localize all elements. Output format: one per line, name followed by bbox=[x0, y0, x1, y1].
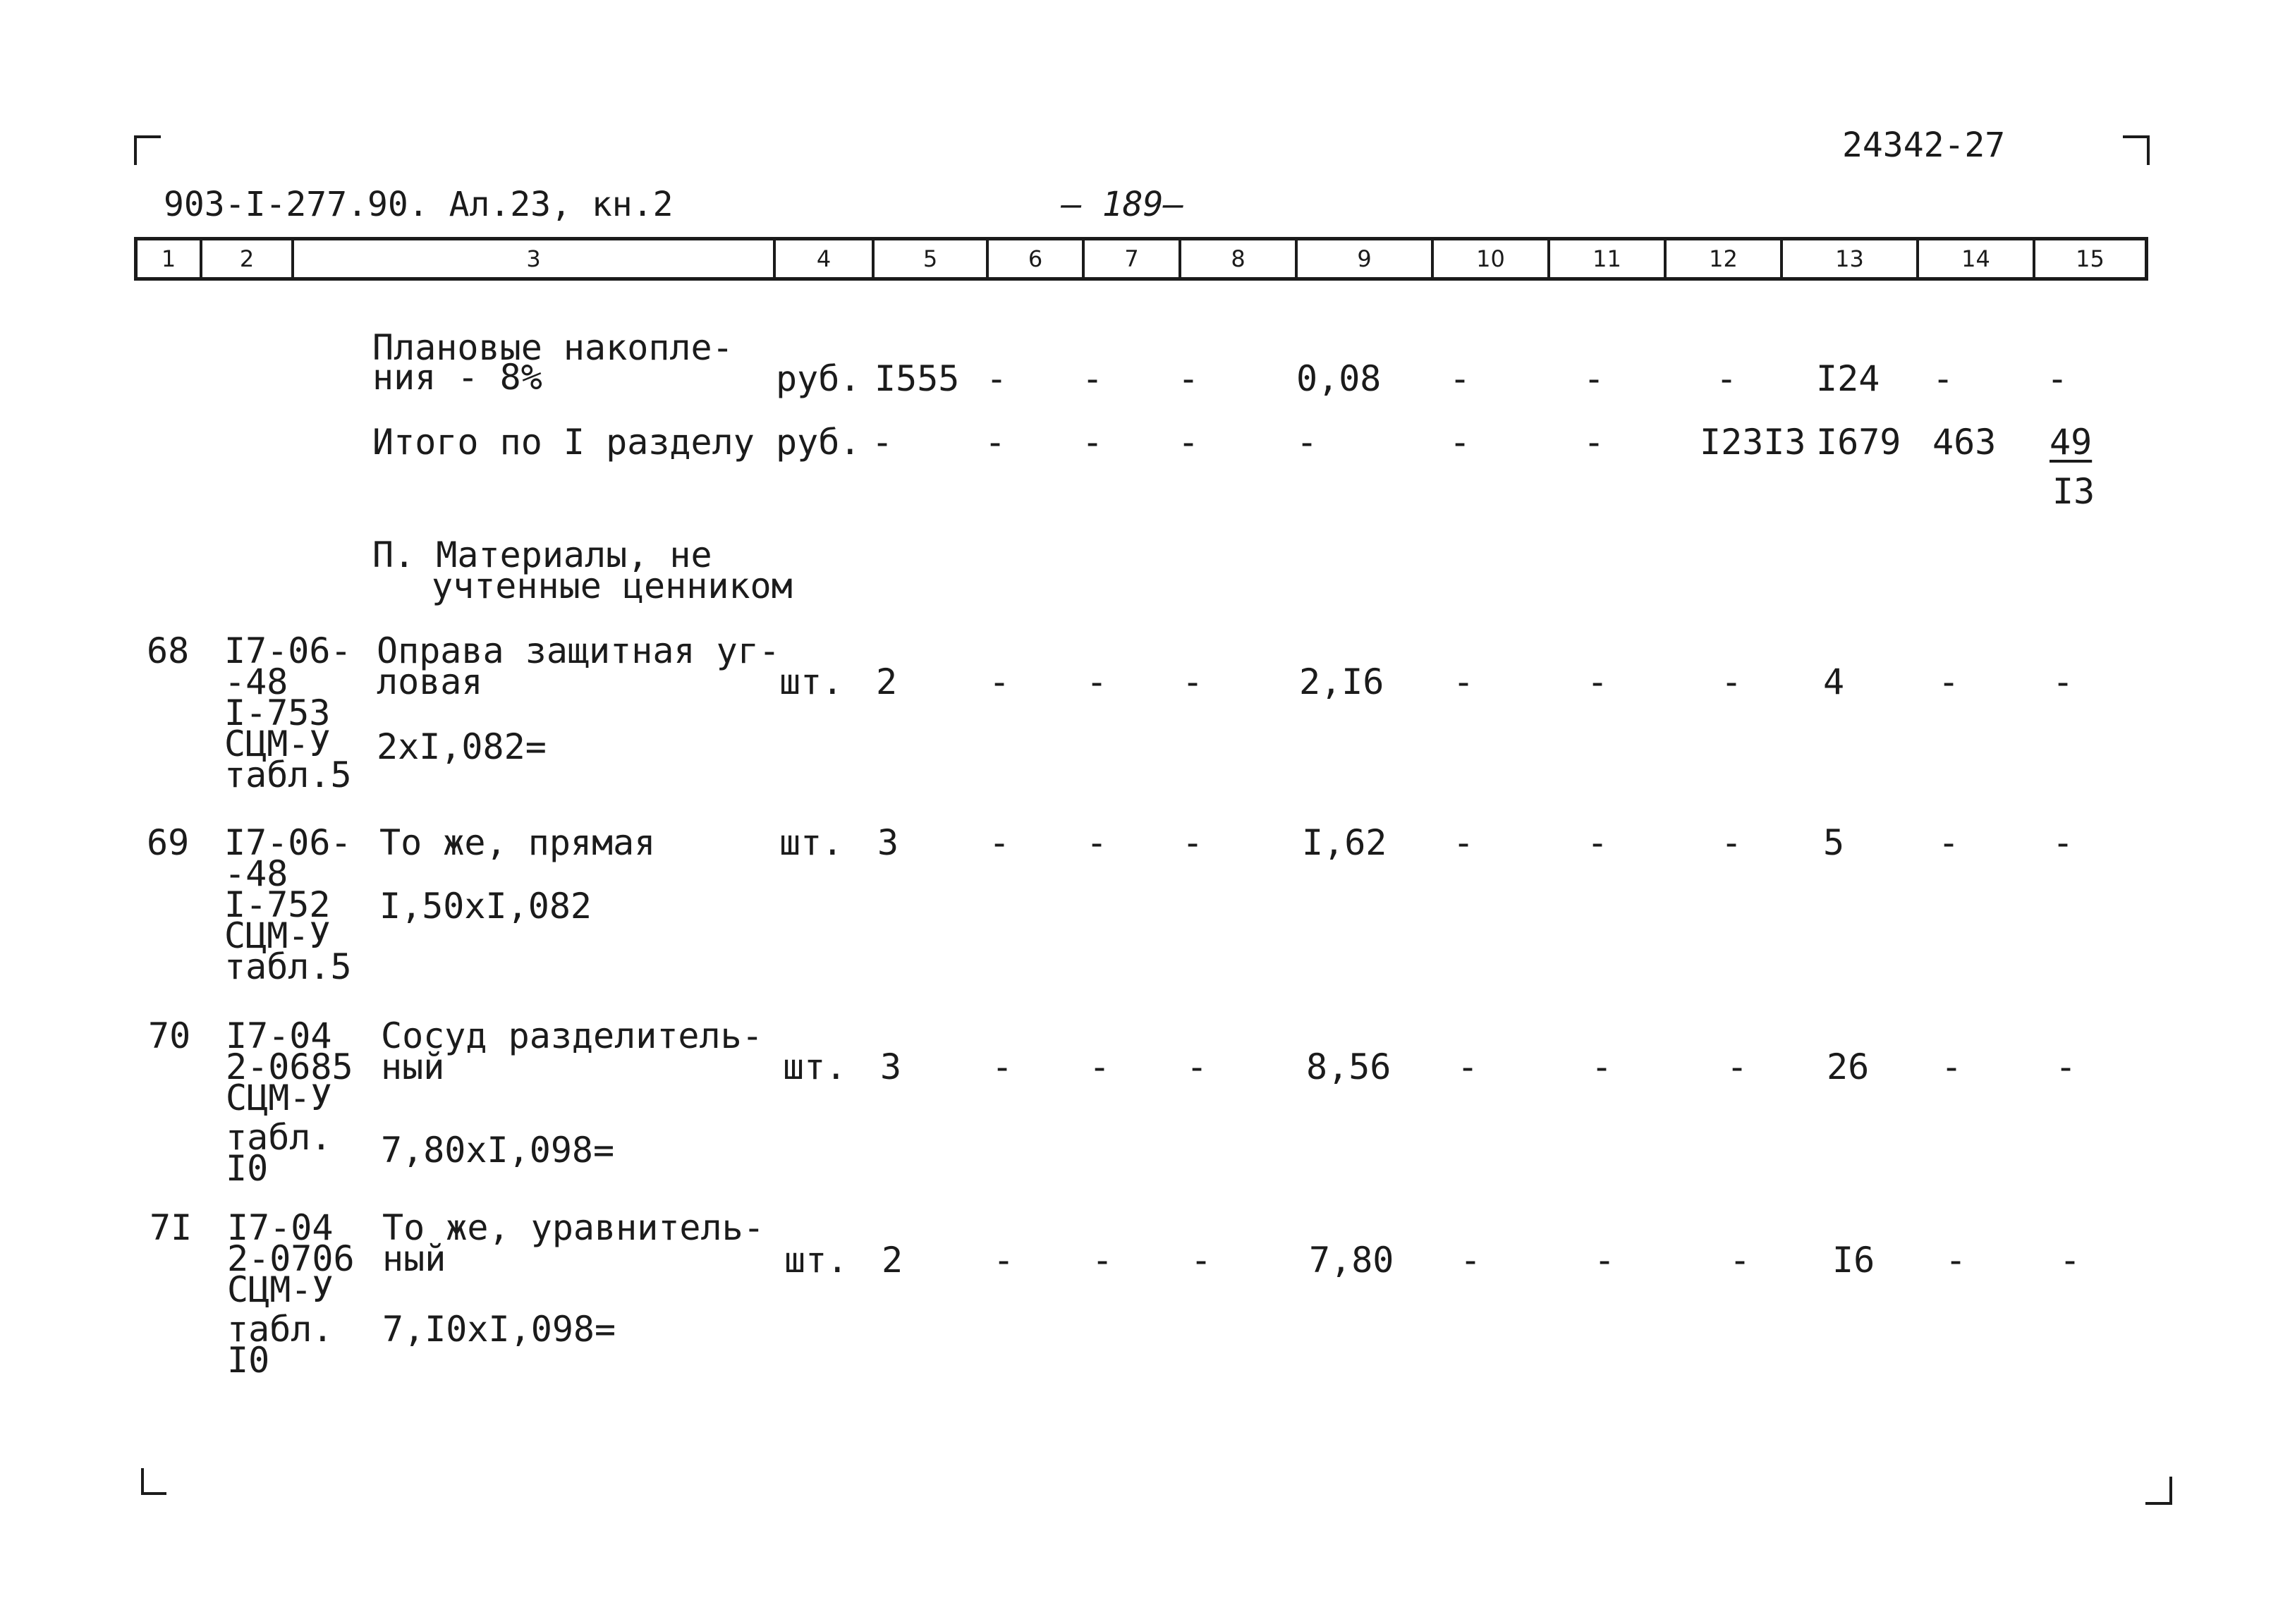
cell-col10: - bbox=[1460, 1240, 1482, 1281]
corner-mark-bottom-right bbox=[2145, 1477, 2172, 1505]
cell-col7: - bbox=[1086, 661, 1108, 702]
cell-col10: - bbox=[1449, 422, 1471, 463]
cell-col5: - bbox=[872, 422, 894, 463]
code-line: СЦМ-У bbox=[224, 724, 331, 764]
code-line: I7-04 bbox=[227, 1207, 334, 1248]
column-number: 9 bbox=[1298, 240, 1434, 277]
column-number-strip bbox=[134, 237, 2148, 281]
column-number: 3 bbox=[294, 240, 776, 277]
cell-col13: I6 bbox=[1832, 1240, 1875, 1281]
code-line: СЦМ-У bbox=[226, 1077, 332, 1118]
cell-col8: - bbox=[1190, 1240, 1212, 1281]
code-line: I7-06- bbox=[224, 630, 352, 671]
cell-col10: - bbox=[1453, 822, 1475, 863]
column-number: 15 bbox=[2076, 245, 2105, 272]
column-number: 7 bbox=[1085, 240, 1181, 277]
unit: руб. bbox=[776, 422, 861, 463]
cell-col10: - bbox=[1453, 661, 1475, 702]
cell-col7: - bbox=[1089, 1046, 1111, 1087]
column-number: 6 bbox=[989, 240, 1085, 277]
corner-mark-bottom-left bbox=[141, 1468, 166, 1495]
cell-col7: - bbox=[1082, 358, 1104, 399]
cell-col8: - bbox=[1186, 1046, 1208, 1087]
cell-col7: - bbox=[1092, 1240, 1114, 1281]
cell-col11: - bbox=[1587, 822, 1609, 863]
unit: шт. bbox=[784, 1240, 848, 1281]
item-name: То же, прямая bbox=[379, 822, 656, 863]
section-heading-line: П. Материалы, не bbox=[372, 535, 712, 575]
cell-col15: - bbox=[2052, 822, 2074, 863]
cell-col9: 0,08 bbox=[1296, 358, 1382, 399]
cell-col11: - bbox=[1587, 661, 1609, 702]
cell-col6: - bbox=[989, 822, 1011, 863]
document-code: 903-I-277.90. Ал.23, кн.2 bbox=[164, 185, 674, 224]
cell-col10: - bbox=[1457, 1046, 1479, 1087]
cell-col5: I555 bbox=[875, 358, 960, 399]
cell-col12: - bbox=[1726, 1046, 1748, 1087]
column-number: 10 bbox=[1434, 240, 1550, 277]
column-number: 8 bbox=[1181, 240, 1298, 277]
quantity-formula: 2хI,082= bbox=[377, 726, 547, 767]
column-number: 5 bbox=[875, 240, 989, 277]
code-line: I7-04 bbox=[226, 1015, 332, 1056]
cell-col7: - bbox=[1086, 822, 1108, 863]
cell-col11: - bbox=[1591, 1046, 1613, 1087]
code-line: СЦМ-У bbox=[224, 915, 331, 956]
item-name: Оправа защитная уг- bbox=[377, 630, 780, 671]
corner-mark-top-left bbox=[134, 135, 161, 165]
cell-col15: - bbox=[2059, 1240, 2081, 1281]
cell-col11: - bbox=[1594, 1240, 1616, 1281]
cell-col6: - bbox=[986, 358, 1008, 399]
cell-col12: - bbox=[1716, 358, 1738, 399]
row-number: 69 bbox=[147, 822, 190, 863]
cell-col12: - bbox=[1721, 822, 1743, 863]
code-line: СЦМ-У bbox=[227, 1269, 334, 1310]
cell-col6: - bbox=[985, 422, 1006, 463]
code-line: -48 bbox=[224, 853, 288, 894]
cell-col14: 463 bbox=[1932, 422, 1997, 463]
cell-col15-top: 49 bbox=[2050, 422, 2093, 463]
item-name: ния - 8% bbox=[372, 357, 542, 398]
row-number: 68 bbox=[147, 630, 190, 671]
code-line: табл. bbox=[227, 1309, 334, 1350]
cell-col5: 3 bbox=[880, 1046, 902, 1087]
item-name: ный bbox=[381, 1046, 445, 1087]
quantity-formula: 7,80хI,098= bbox=[381, 1130, 615, 1171]
cell-col5: 2 bbox=[882, 1240, 903, 1281]
section-heading-line: учтенные ценником bbox=[432, 566, 793, 606]
cell-col11: - bbox=[1583, 422, 1605, 463]
item-name: Итого по I разделу bbox=[372, 422, 755, 463]
cell-col6: - bbox=[992, 1046, 1013, 1087]
cell-col5: 3 bbox=[877, 822, 899, 863]
cell-col9: - bbox=[1296, 422, 1318, 463]
code-line: I0 bbox=[226, 1148, 269, 1189]
cell-col14: - bbox=[1932, 358, 1954, 399]
cell-col5: 2 bbox=[876, 661, 898, 702]
cell-col14: - bbox=[1938, 661, 1960, 702]
cell-col12: - bbox=[1721, 661, 1743, 702]
unit: шт. bbox=[779, 822, 843, 863]
cell-col10: - bbox=[1449, 358, 1471, 399]
code-line: табл. bbox=[226, 1117, 332, 1158]
cell-col13: I679 bbox=[1816, 422, 1901, 463]
cell-col12: - bbox=[1729, 1240, 1751, 1281]
code-line: табл.5 bbox=[224, 946, 352, 987]
code-line: I7-06- bbox=[224, 822, 352, 863]
item-name: То же, уравнитель- bbox=[382, 1207, 765, 1248]
cell-col15: - bbox=[2047, 358, 2069, 399]
page-number: — 189— bbox=[1061, 185, 1184, 224]
item-name: ловая bbox=[377, 661, 483, 702]
code-line: I-752 bbox=[224, 884, 331, 925]
code-line: -48 bbox=[224, 661, 288, 702]
item-name: ный bbox=[382, 1238, 446, 1279]
stamp-number: 24342-27 bbox=[1842, 126, 2006, 165]
cell-col6: - bbox=[989, 661, 1011, 702]
code-line: 2-0706 bbox=[227, 1238, 355, 1279]
cell-col13: 5 bbox=[1823, 822, 1845, 863]
quantity-formula: 7,I0хI,098= bbox=[382, 1309, 616, 1350]
row-number: 70 bbox=[148, 1015, 191, 1056]
item-name: Сосуд разделитель- bbox=[381, 1015, 763, 1056]
cell-col12: I23I3 bbox=[1700, 422, 1806, 463]
column-number: 4 bbox=[776, 240, 875, 277]
unit: шт. bbox=[779, 661, 843, 702]
code-line: табл.5 bbox=[224, 755, 352, 795]
cell-col7: - bbox=[1082, 422, 1104, 463]
cell-col8: - bbox=[1182, 822, 1204, 863]
cell-col14: - bbox=[1938, 822, 1960, 863]
cell-col9: 2,I6 bbox=[1299, 661, 1384, 702]
column-number: 14 bbox=[1919, 240, 2035, 277]
code-line: I-753 bbox=[224, 692, 331, 733]
cell-col9: 8,56 bbox=[1306, 1046, 1391, 1087]
cell-col9: 7,80 bbox=[1309, 1240, 1394, 1281]
cell-col13: 26 bbox=[1827, 1046, 1870, 1087]
cell-col13: 4 bbox=[1823, 661, 1845, 702]
cell-col6: - bbox=[993, 1240, 1015, 1281]
code-line: 2-0685 bbox=[226, 1046, 353, 1087]
cell-col11: - bbox=[1583, 358, 1605, 399]
corner-mark-top-right bbox=[2123, 135, 2150, 165]
cell-col15: - bbox=[2055, 1046, 2077, 1087]
cell-col8: - bbox=[1182, 661, 1204, 702]
unit: руб. bbox=[776, 358, 861, 399]
code-line: I0 bbox=[227, 1340, 270, 1381]
cell-col14: - bbox=[1941, 1046, 1963, 1087]
quantity-formula: I,50хI,082 bbox=[379, 886, 592, 927]
cell-col13: I24 bbox=[1816, 358, 1880, 399]
column-number: 1 bbox=[138, 240, 202, 277]
column-number: 12 bbox=[1667, 240, 1783, 277]
item-name: Плановые накопле- bbox=[372, 327, 733, 368]
row-number: 7I bbox=[150, 1207, 193, 1248]
cell-col8: - bbox=[1178, 358, 1200, 399]
cell-col15-bottom: I3 bbox=[2052, 471, 2095, 512]
cell-col9: I,62 bbox=[1302, 822, 1387, 863]
column-number: 13 bbox=[1783, 240, 1919, 277]
cell-col14: - bbox=[1945, 1240, 1967, 1281]
column-number: 11 bbox=[1550, 240, 1667, 277]
cell-col8: - bbox=[1178, 422, 1200, 463]
unit: шт. bbox=[783, 1046, 847, 1087]
column-number: 2 bbox=[202, 240, 294, 277]
cell-col15: - bbox=[2052, 661, 2074, 702]
